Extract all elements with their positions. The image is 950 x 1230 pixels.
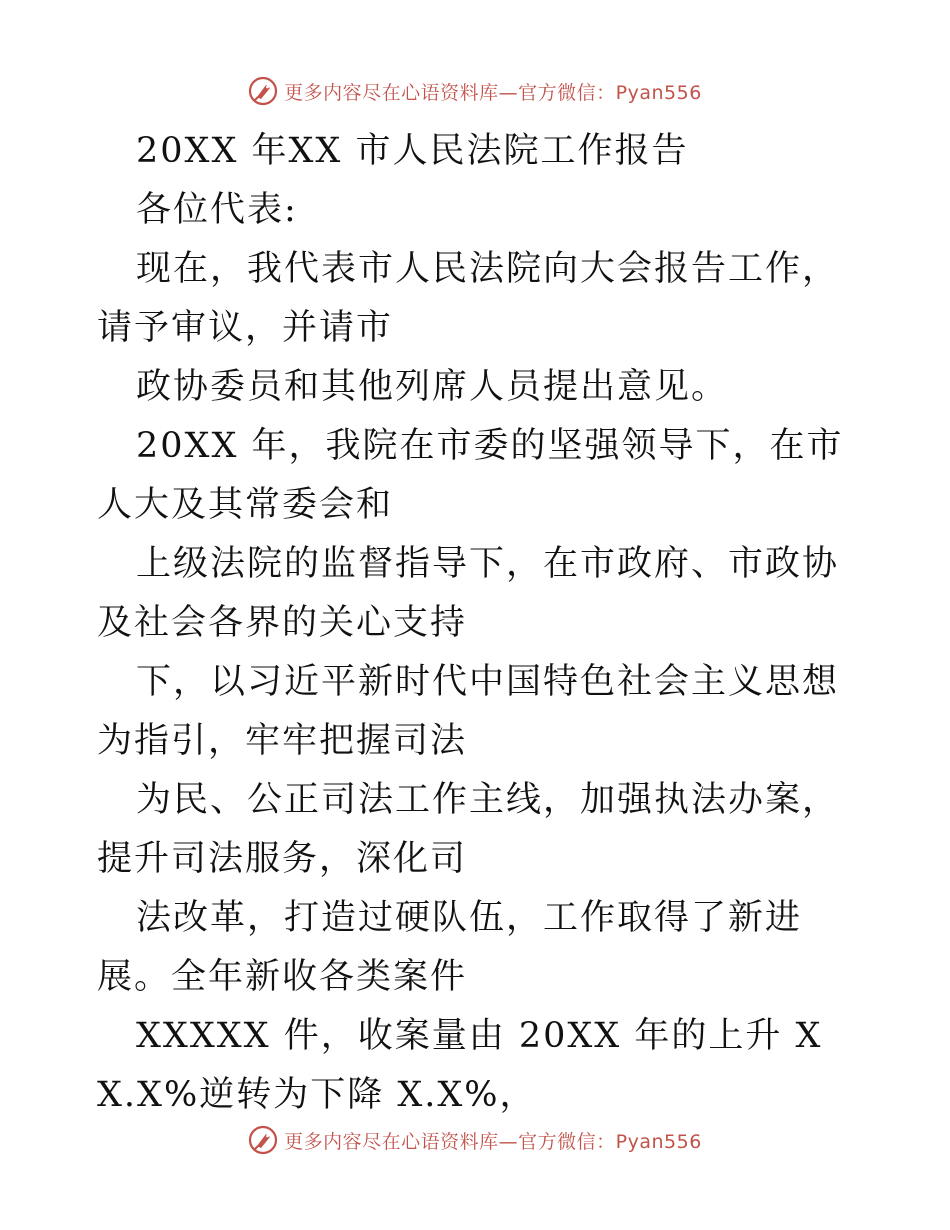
paragraph: 法改革，打造过硬队伍，工作取得了新进展。全年新收各类案件	[97, 898, 803, 997]
paragraph: XXXXX 件，收案量由 20XX 年的上升 XX.X%逆转为下降 X.X%，	[97, 1016, 823, 1115]
paragraph: 上级法院的监督指导下，在市政府、市政协及社会各界的关心支持	[97, 544, 840, 643]
watermark-text: 更多内容尽在心语资料库—官方微信：Pyan556	[284, 81, 702, 104]
paragraph: 为民、公正司法工作主线，加强执法办案，提升司法服务，深化司	[97, 780, 840, 879]
paragraph: 现在，我代表市人民法院向大会报告工作，请予审议，并请市	[97, 249, 840, 348]
pen-nib-logo-icon	[248, 1125, 278, 1155]
document-body	[97, 122, 857, 1125]
salutation: 各位代表:	[136, 190, 298, 230]
footer-watermark	[0, 1120, 950, 1160]
paragraph: 20XX 年，我院在市委的坚强领导下，在市人大及其常委会和	[97, 426, 844, 525]
header-watermark	[0, 71, 950, 111]
paragraph: 下，以习近平新时代中国特色社会主义思想为指引，牢牢把握司法	[97, 662, 840, 761]
watermark-text: 更多内容尽在心语资料库—官方微信：Pyan556	[284, 1130, 702, 1153]
paragraph: 政协委员和其他列席人员提出意见。	[136, 367, 729, 407]
document-title: 20XX 年XX 市人民法院工作报告	[136, 131, 689, 171]
pen-nib-logo-icon	[248, 76, 278, 106]
